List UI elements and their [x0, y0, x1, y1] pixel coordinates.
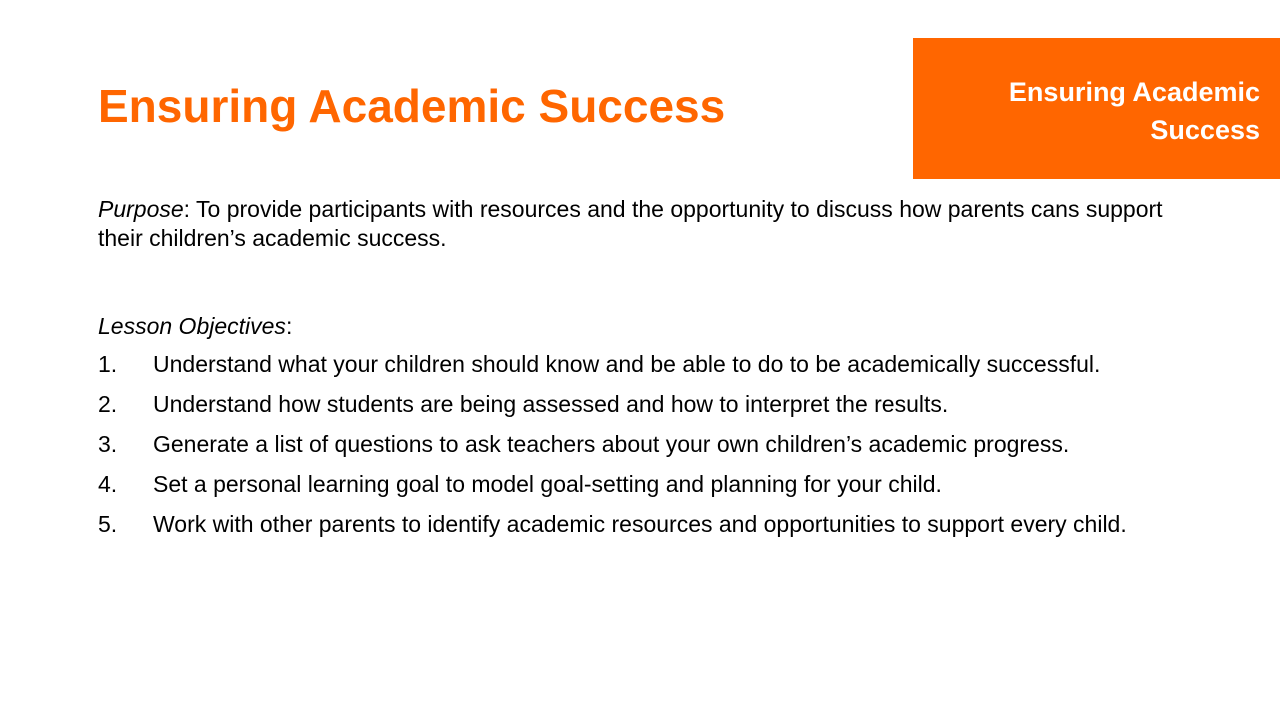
objective-number: 4. — [98, 471, 118, 497]
objectives-label: Lesson Objectives — [98, 313, 286, 339]
purpose-text: : To provide participants with resources and the opportunity to discuss how parents cans support their children’s academic success. — [98, 196, 1163, 251]
purpose-paragraph — [98, 195, 1188, 253]
objective-text: Generate a list of questions to ask teachers about your own children’s academic progress. — [153, 431, 1070, 457]
objective-text: Understand what your children should know and be able to do to be academically successful. — [153, 351, 1101, 377]
objective-number: 2. — [98, 391, 118, 417]
objective-number: 3. — [98, 431, 118, 457]
objective-number: 1. — [98, 351, 118, 377]
objective-text: Set a personal learning goal to model goal-setting and planning for your child. — [153, 471, 942, 497]
objective-item — [98, 390, 1188, 419]
objectives-list — [98, 350, 1188, 539]
slide-title: Ensuring Academic Success — [98, 80, 726, 132]
objective-item — [98, 510, 1188, 539]
objective-text: Understand how students are being assessed and how to interpret the results. — [153, 391, 949, 417]
objective-text: Work with other parents to identify academic resources and opportunities to support every child. — [153, 511, 1127, 537]
section-badge: Ensuring Academic Success — [913, 38, 1280, 179]
objective-number: 5. — [98, 511, 118, 537]
purpose-label: Purpose — [98, 196, 184, 222]
objectives-colon: : — [285, 313, 293, 339]
objective-item — [98, 350, 1188, 379]
objectives-heading — [98, 312, 1188, 341]
objective-item — [98, 470, 1188, 499]
slide-body — [98, 195, 1188, 550]
objective-item — [98, 430, 1188, 459]
